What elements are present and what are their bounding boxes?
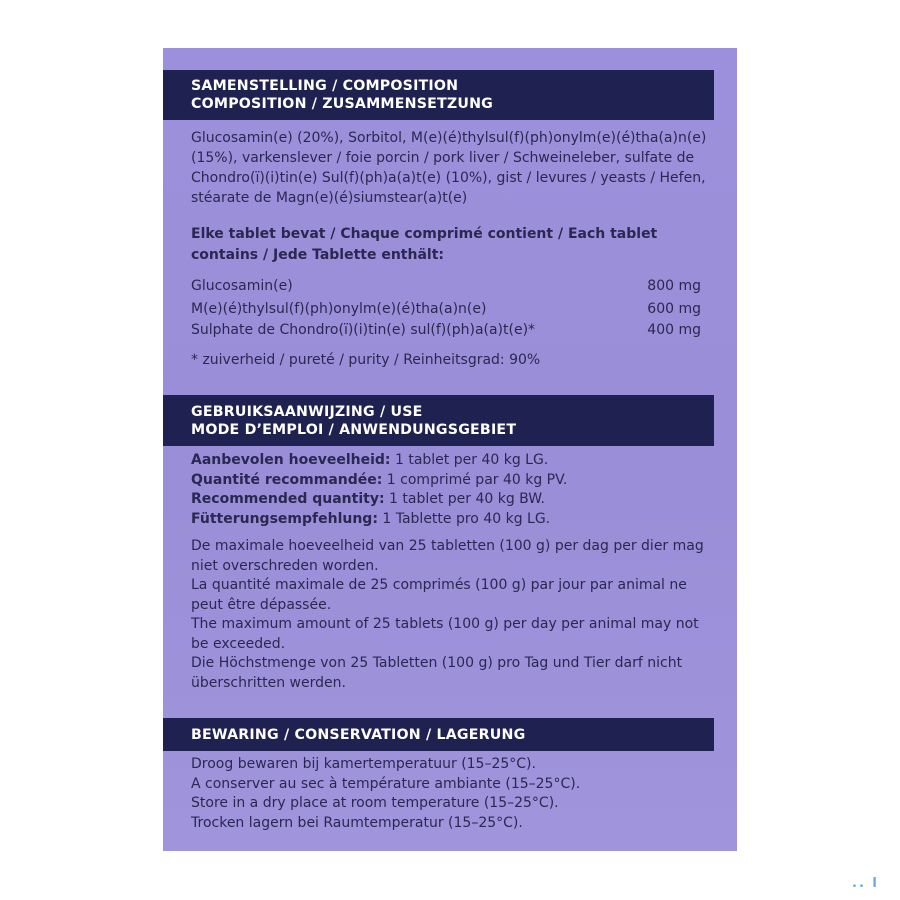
storage-line: Store in a dry place at room temperature (15–25°C).: [191, 795, 559, 811]
dosage-list: [191, 451, 567, 529]
each-tablet-heading: Elke tablet bevat / Chaque comprimé contient / Each tablet contains / Jede Tablette enthält:: [191, 226, 658, 263]
use-header-line1: GEBRUIKSAANWIJZING / USE: [191, 403, 423, 420]
use-header: [163, 395, 714, 446]
dosage-label: Fütterungsempfehlung:: [191, 510, 378, 527]
use-header-line2: MODE D’EMPLOI / ANWENDUNGSGEBIET: [191, 421, 517, 438]
package-panel: [163, 48, 737, 851]
dosage-line: [191, 490, 567, 510]
dosage-value: 1 Tablette pro 40 kg LG.: [377, 510, 551, 527]
ingredient-amount: 800 mg: [647, 278, 701, 294]
ingredient-amount: 400 mg: [647, 322, 701, 338]
max-paragraph: The maximum amount of 25 tablets (100 g) per day per animal may not be exceeded.: [191, 616, 699, 652]
ingredient-row: [191, 320, 701, 340]
ingredient-row: [191, 299, 701, 319]
storage-line: Trocken lagern bei Raumtemperatur (15–25°C).: [191, 814, 523, 831]
storage-header-text: BEWARING / CONSERVATION / LAGERUNG: [191, 726, 526, 743]
corner-logo-mark: .. l: [852, 876, 879, 891]
composition-header: [163, 70, 714, 120]
max-paragraph: Die Höchstmenge von 25 Tabletten (100 g) pro Tag und Tier darf nicht überschritten werden.: [191, 655, 683, 691]
storage-line: A conserver au sec à température ambiante (15–25°C).: [191, 775, 581, 792]
dosage-label: Aanbevolen hoeveelheid:: [191, 452, 391, 468]
ingredients-text: Glucosamin(e) (20%), Sorbitol, M(e)(é)thylsul(f)(ph)onylm(e)(é)tha(a)n(e) (15%), varkenslever / foie porcin / pork liver / Schweineleber, sulfate de Chondro(ï)(i)tin(e) Sul(f)(ph)a(a)t(e) (10%), gist / levures / yeasts / Hefen, stéarate de Magn(e)(é)siumstear(a)t(e): [191, 130, 707, 206]
ingredient-row: [191, 276, 701, 296]
storage-text: [191, 755, 580, 833]
purity-note: * zuiverheid / pureté / purity / Reinheitsgrad: 90%: [191, 352, 541, 368]
ingredient-name: M(e)(é)thylsul(f)(ph)onylm(e)(é)tha(a)n(e): [191, 301, 487, 317]
storage-line: Droog bewaren bij kamertemperatuur (15–25°C).: [191, 756, 536, 772]
dosage-label: Quantité recommandée:: [191, 471, 383, 488]
composition-header-line1: SAMENSTELLING / COMPOSITION: [191, 78, 459, 94]
dosage-value: 1 comprimé par 40 kg PV.: [382, 471, 568, 488]
max-paragraph: La quantité maximale de 25 comprimés (100 g) par jour par animal ne peut être dépassée.: [191, 577, 687, 613]
dosage-value: 1 tablet per 40 kg BW.: [384, 491, 545, 507]
dosage-line: [191, 451, 567, 471]
dosage-line: [191, 471, 567, 491]
composition-header-line2: COMPOSITION / ZUSAMMENSETZUNG: [191, 96, 494, 112]
ingredient-name: Sulphate de Chondro(ï)(i)tin(e) sul(f)(ph)a(a)t(e)*: [191, 322, 536, 338]
dosage-value: 1 tablet per 40 kg LG.: [390, 452, 549, 468]
dosage-label: Recommended quantity:: [191, 491, 385, 507]
ingredient-amount: 600 mg: [647, 301, 701, 317]
max-paragraph: De maximale hoeveelheid van 25 tabletten (100 g) per dag per dier mag niet overschreden worden.: [191, 538, 704, 574]
ingredient-name: Glucosamin(e): [191, 278, 293, 294]
storage-header: [163, 718, 714, 751]
dosage-line: [191, 510, 567, 530]
max-quantity-text: [191, 537, 711, 693]
